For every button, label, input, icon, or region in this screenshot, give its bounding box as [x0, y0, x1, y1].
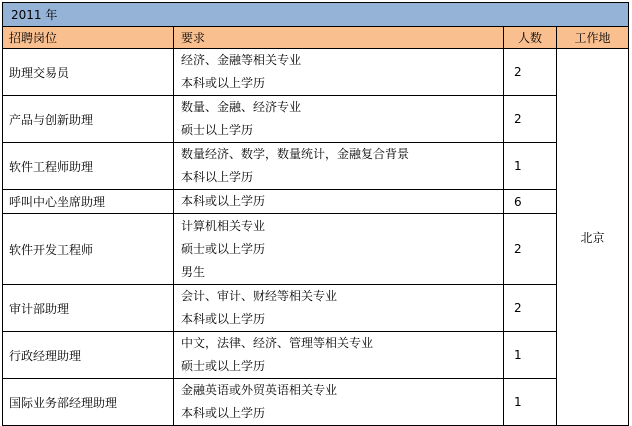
- requirements-cell: [174, 379, 504, 426]
- requirement-line: 硕士或以上学历: [181, 359, 266, 373]
- table-row: [3, 379, 629, 426]
- requirement-line: 本科或以上学历: [181, 194, 266, 208]
- requirement-line: 数量经济、数学，数量统计，金融复合背景: [181, 147, 410, 161]
- count-cell: 2: [504, 49, 557, 96]
- recruitment-table: [2, 2, 629, 426]
- column-header-location: 工作地: [557, 27, 629, 49]
- position-cell: 审计部助理: [3, 285, 174, 332]
- requirement-line: 计算机相关专业: [181, 218, 266, 233]
- column-header-count: 人数: [504, 27, 557, 49]
- requirements-cell: [174, 332, 504, 379]
- count-cell: 6: [504, 190, 557, 214]
- column-header-position: 招聘岗位: [3, 27, 174, 49]
- year-title-row: [3, 3, 629, 27]
- requirement-line: 男生: [181, 264, 206, 279]
- requirements-cell: [174, 214, 504, 285]
- count-cell: 1: [504, 379, 557, 426]
- requirements-cell: [174, 285, 504, 332]
- requirement-line: 本科以上学历: [181, 170, 254, 184]
- table-row: [3, 49, 629, 96]
- position-cell: 软件开发工程师: [3, 214, 174, 285]
- table-row: [3, 332, 629, 379]
- count-cell: 2: [504, 214, 557, 285]
- requirement-line: 本科或以上学历: [181, 406, 266, 420]
- requirements-cell: [174, 190, 504, 214]
- position-cell: 国际业务部经理助理: [3, 379, 174, 426]
- work-location-cell: 北京: [557, 49, 629, 426]
- requirement-line: 数量、金融、经济专业: [181, 100, 302, 114]
- requirement-line: 硕士或以上学历: [181, 241, 266, 256]
- table-body: [3, 3, 629, 426]
- count-cell: 1: [504, 332, 557, 379]
- column-header-requirements: 要求: [174, 27, 504, 49]
- year-title: 2011 年: [3, 3, 629, 27]
- table-row: [3, 285, 629, 332]
- requirement-line: 本科或以上学历: [181, 76, 266, 90]
- count-cell: 2: [504, 96, 557, 143]
- requirement-line: 中文，法律、经济、管理等相关专业: [181, 336, 374, 350]
- requirement-line: 会计、审计、财经等相关专业: [181, 289, 338, 303]
- table-row: [3, 143, 629, 190]
- position-cell: 行政经理助理: [3, 332, 174, 379]
- column-header-row: [3, 27, 629, 49]
- table-row: [3, 96, 629, 143]
- position-cell: 软件工程师助理: [3, 143, 174, 190]
- table-row: [3, 190, 629, 214]
- table-row: [3, 214, 629, 285]
- requirement-line: 经济、金融等相关专业: [181, 53, 302, 67]
- position-cell: 产品与创新助理: [3, 96, 174, 143]
- requirements-cell: [174, 49, 504, 96]
- requirements-cell: [174, 143, 504, 190]
- recruitment-sheet: [2, 2, 629, 426]
- count-cell: 1: [504, 143, 557, 190]
- requirements-cell: [174, 96, 504, 143]
- position-cell: 呼叫中心坐席助理: [3, 190, 174, 214]
- requirement-line: 本科或以上学历: [181, 312, 266, 326]
- count-cell: 2: [504, 285, 557, 332]
- position-cell: 助理交易员: [3, 49, 174, 96]
- requirement-line: 金融英语或外贸英语相关专业: [181, 383, 338, 397]
- requirement-line: 硕士以上学历: [181, 123, 254, 137]
